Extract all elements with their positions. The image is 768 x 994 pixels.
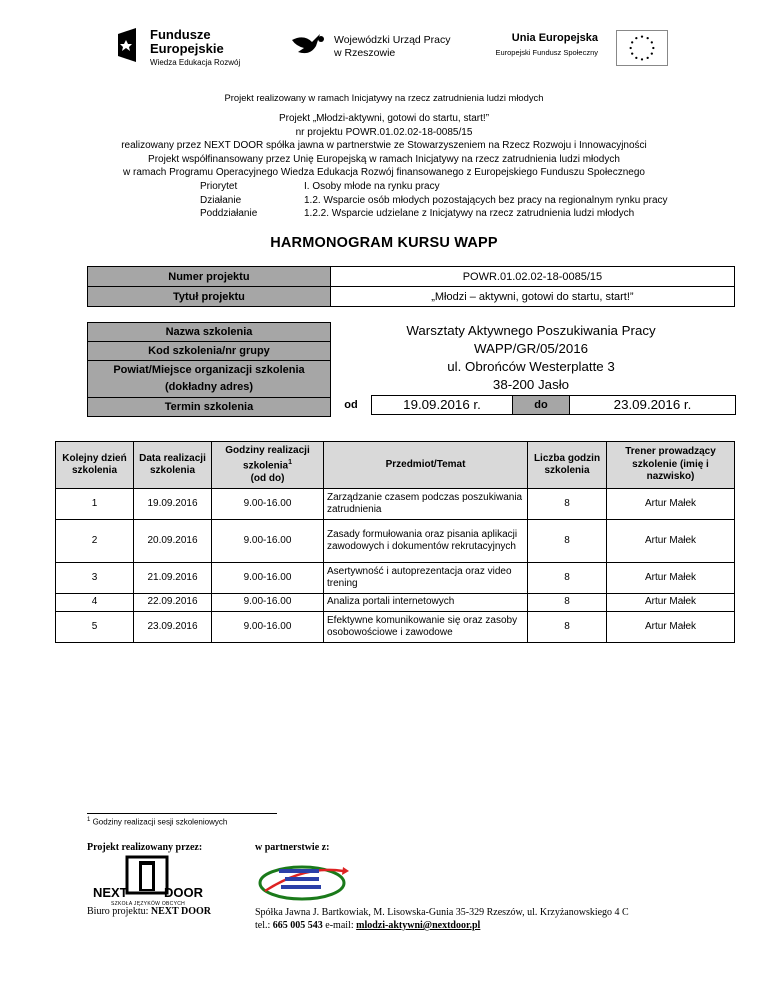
- training-name-label: Nazwa szkolenia: [88, 323, 331, 342]
- training-address-line1: ul. Obrońców Westerplatte 3: [447, 359, 615, 374]
- eu-flag-icon: [616, 30, 668, 66]
- footnote-ref: 1: [288, 459, 292, 467]
- cell-date: 19.09.2016: [134, 489, 212, 520]
- from-label: od: [344, 399, 358, 411]
- cell-trainer: Artur Małek: [607, 489, 735, 520]
- cell-day: 4: [56, 594, 134, 612]
- col-count-header: Liczba godzin szkolenia: [528, 442, 607, 489]
- cell-day: 2: [56, 520, 134, 563]
- cell-topic: Asertywność i autoprezentacja oraz video trening: [324, 563, 528, 594]
- to-label: do: [513, 396, 570, 415]
- ue-line1: Unia Europejska: [511, 32, 598, 44]
- cell-count: 8: [528, 612, 607, 643]
- cell-day: 3: [56, 563, 134, 594]
- nextdoor-left: NEXT: [93, 885, 128, 900]
- cell-trainer: Artur Małek: [607, 594, 735, 612]
- footnote-text: Godziny realizacji sesji szkoleniowych: [92, 817, 228, 827]
- hours-header-sub: (od do): [250, 472, 285, 484]
- cell-hours: 9.00-16.00: [212, 520, 324, 563]
- bureau-label: Biuro projektu:: [87, 906, 149, 917]
- to-date: 23.09.2016 r.: [570, 396, 736, 415]
- col-trainer-header: Trener prowadzący szkolenie (imię i nazwisko): [607, 442, 735, 489]
- intro-line: nr projektu POWR.01.02.02-18-0085/15: [295, 126, 473, 138]
- nextdoor-right: DOOR: [164, 885, 203, 900]
- cell-date: 23.09.2016: [134, 612, 212, 643]
- cell-trainer: Artur Małek: [607, 520, 735, 563]
- project-title-label: Tytuł projektu: [88, 287, 331, 307]
- intro-line: Projekt współfinansowany przez Unię Europejską w ramach Inicjatywy na rzecz zatrudnienia ludzi młodych: [148, 153, 620, 165]
- from-date: 19.09.2016 r.: [372, 396, 513, 415]
- schedule-header-row: [56, 442, 735, 489]
- subaction-value: 1.2.2. Wsparcie udzielane z Inicjatywy na rzecz zatrudnienia ludzi młodych: [304, 208, 635, 219]
- fe-line1: Fundusze: [150, 27, 211, 42]
- table-row: [56, 612, 735, 643]
- cell-count: 8: [528, 520, 607, 563]
- wup-emblem-icon: [290, 30, 330, 60]
- cell-hours: 9.00-16.00: [212, 563, 324, 594]
- training-dates: [331, 395, 736, 415]
- footnote: [87, 817, 227, 827]
- col-day-header: Kolejny dzień szkolenia: [56, 442, 134, 489]
- priority-block: [200, 180, 720, 221]
- tel-value: 665 005 543: [272, 920, 323, 931]
- priority-label: Priorytet: [200, 181, 238, 192]
- training-place-label: Powiat/Miejsce organizacji szkolenia (dokładny adres): [88, 361, 331, 398]
- cell-count: 8: [528, 563, 607, 594]
- page-title: HARMONOGRAM KURSU WAPP: [270, 235, 498, 251]
- realized-by-label: Projekt realizowany przez:: [87, 842, 203, 853]
- bureau-name: NEXT DOOR: [150, 906, 211, 917]
- training-date-label: Termin szkolenia: [88, 398, 331, 417]
- fe-line2: Europejskie: [150, 41, 224, 56]
- cell-trainer: Artur Małek: [607, 563, 735, 594]
- training-name-value: Warsztaty Aktywnego Poszukiwania Pracy: [406, 323, 656, 338]
- training-values: [331, 322, 731, 394]
- wup-line2: w Rzeszowie: [334, 47, 396, 59]
- subaction-label: Poddziałanie: [200, 208, 258, 219]
- table-row: [56, 594, 735, 612]
- cell-hours: 9.00-16.00: [212, 594, 324, 612]
- cell-date: 21.09.2016: [134, 563, 212, 594]
- cell-date: 20.09.2016: [134, 520, 212, 563]
- project-number-label: Numer projektu: [88, 267, 331, 287]
- cell-day: 5: [56, 612, 134, 643]
- project-row: [88, 287, 735, 307]
- table-row: [56, 489, 735, 520]
- partner-logo-icon: [255, 855, 350, 903]
- partnership-label: w partnerstwie z:: [255, 842, 330, 853]
- col-topic-header: Przedmiot/Temat: [324, 442, 528, 489]
- bureau: [87, 906, 211, 917]
- cell-hours: 9.00-16.00: [212, 612, 324, 643]
- ue-line2: Europejski Fundusz Społeczny: [495, 48, 598, 57]
- cell-count: 8: [528, 594, 607, 612]
- footnote-mark: 1: [87, 817, 91, 823]
- schedule-table: [55, 441, 735, 643]
- cell-trainer: Artur Małek: [607, 612, 735, 643]
- cell-topic: Zasady formułowania oraz pisania aplikacji zawodowych i dokumentów rekrutacyjnych: [324, 520, 528, 563]
- priority-value: I. Osoby młode na rynku pracy: [304, 181, 440, 192]
- project-title-value: „Młodzi – aktywni, gotowi do startu, start!”: [330, 287, 734, 307]
- table-row: [56, 520, 735, 563]
- logo-unia-europejska: [488, 30, 668, 66]
- training-address-line2: 38-200 Jasło: [492, 377, 570, 392]
- cell-topic: Zarządzanie czasem podczas poszukiwania zatrudnienia: [324, 489, 528, 520]
- hours-header-text: Godziny realizacji szkolenia: [225, 444, 310, 472]
- project-number-value: POWR.01.02.02-18-0085/15: [330, 267, 734, 287]
- col-hours-header: [212, 442, 324, 489]
- header-note: Projekt realizowany w ramach Inicjatywy na rzecz zatrudnienia ludzi młodych: [224, 92, 544, 103]
- intro-line: realizowany przez NEXT DOOR spółka jawna w partnerstwie ze Stowarzyszeniem na Rzecz Rozwoju i Innowacyjności: [121, 140, 647, 151]
- address: Spółka Jawna J. Bartkowiak, M. Lisowska-Gunia 35-329 Rzeszów, ul. Krzyżanowskiego 4 C: [255, 907, 629, 918]
- action-label: Działanie: [200, 194, 242, 206]
- cell-date: 22.09.2016: [134, 594, 212, 612]
- logo-fundusze-europejskie: [118, 28, 258, 68]
- project-table: [87, 266, 735, 307]
- contact-block: [255, 906, 629, 932]
- door-icon: [125, 855, 169, 895]
- logo-wup: [290, 28, 470, 64]
- training-code-value: WAPP/GR/05/2016: [473, 341, 589, 356]
- email-link[interactable]: mlodzi-aktywni@nextdoor.pl: [356, 920, 481, 931]
- action-value: 1.2. Wsparcie osób młodych pozostających bez pracy na regionalnym rynku pracy: [304, 194, 668, 206]
- project-row: [88, 267, 735, 287]
- logo-stowarzyszenie: [255, 855, 350, 903]
- fe-flag-icon: [118, 28, 144, 62]
- footnote-divider: [87, 813, 277, 814]
- cell-topic: Efektywne komunikowanie się oraz zasoby osobowościowe i zawodowe: [324, 612, 528, 643]
- nextdoor-sub: SZKOŁA JĘZYKÓW OBCYCH: [110, 901, 186, 907]
- intro-line: Projekt „Młodzi-aktywni, gotowi do startu, start!”: [278, 113, 490, 124]
- logo-next-door: [93, 855, 203, 907]
- email-label: e-mail:: [325, 920, 354, 931]
- wup-line1: Wojewódzki Urząd Pracy: [334, 34, 451, 46]
- table-row: [56, 563, 735, 594]
- intro-block: [0, 112, 768, 180]
- training-labels: [87, 322, 331, 417]
- fe-line3: Wiedza Edukacja Rozwój: [150, 58, 241, 67]
- contact-line: [255, 919, 629, 932]
- cell-hours: 9.00-16.00: [212, 489, 324, 520]
- cell-day: 1: [56, 489, 134, 520]
- col-date-header: Data realizacji szkolenia: [134, 442, 212, 489]
- cell-topic: Analiza portali internetowych: [324, 594, 528, 612]
- cell-count: 8: [528, 489, 607, 520]
- training-code-label: Kod szkolenia/nr grupy: [88, 342, 331, 361]
- tel-label: tel.:: [255, 920, 271, 931]
- intro-line: w ramach Programu Operacyjnego Wiedza Edukacja Rozwój finansowanego z Europejskiego Funduszu Społecznego: [123, 167, 645, 178]
